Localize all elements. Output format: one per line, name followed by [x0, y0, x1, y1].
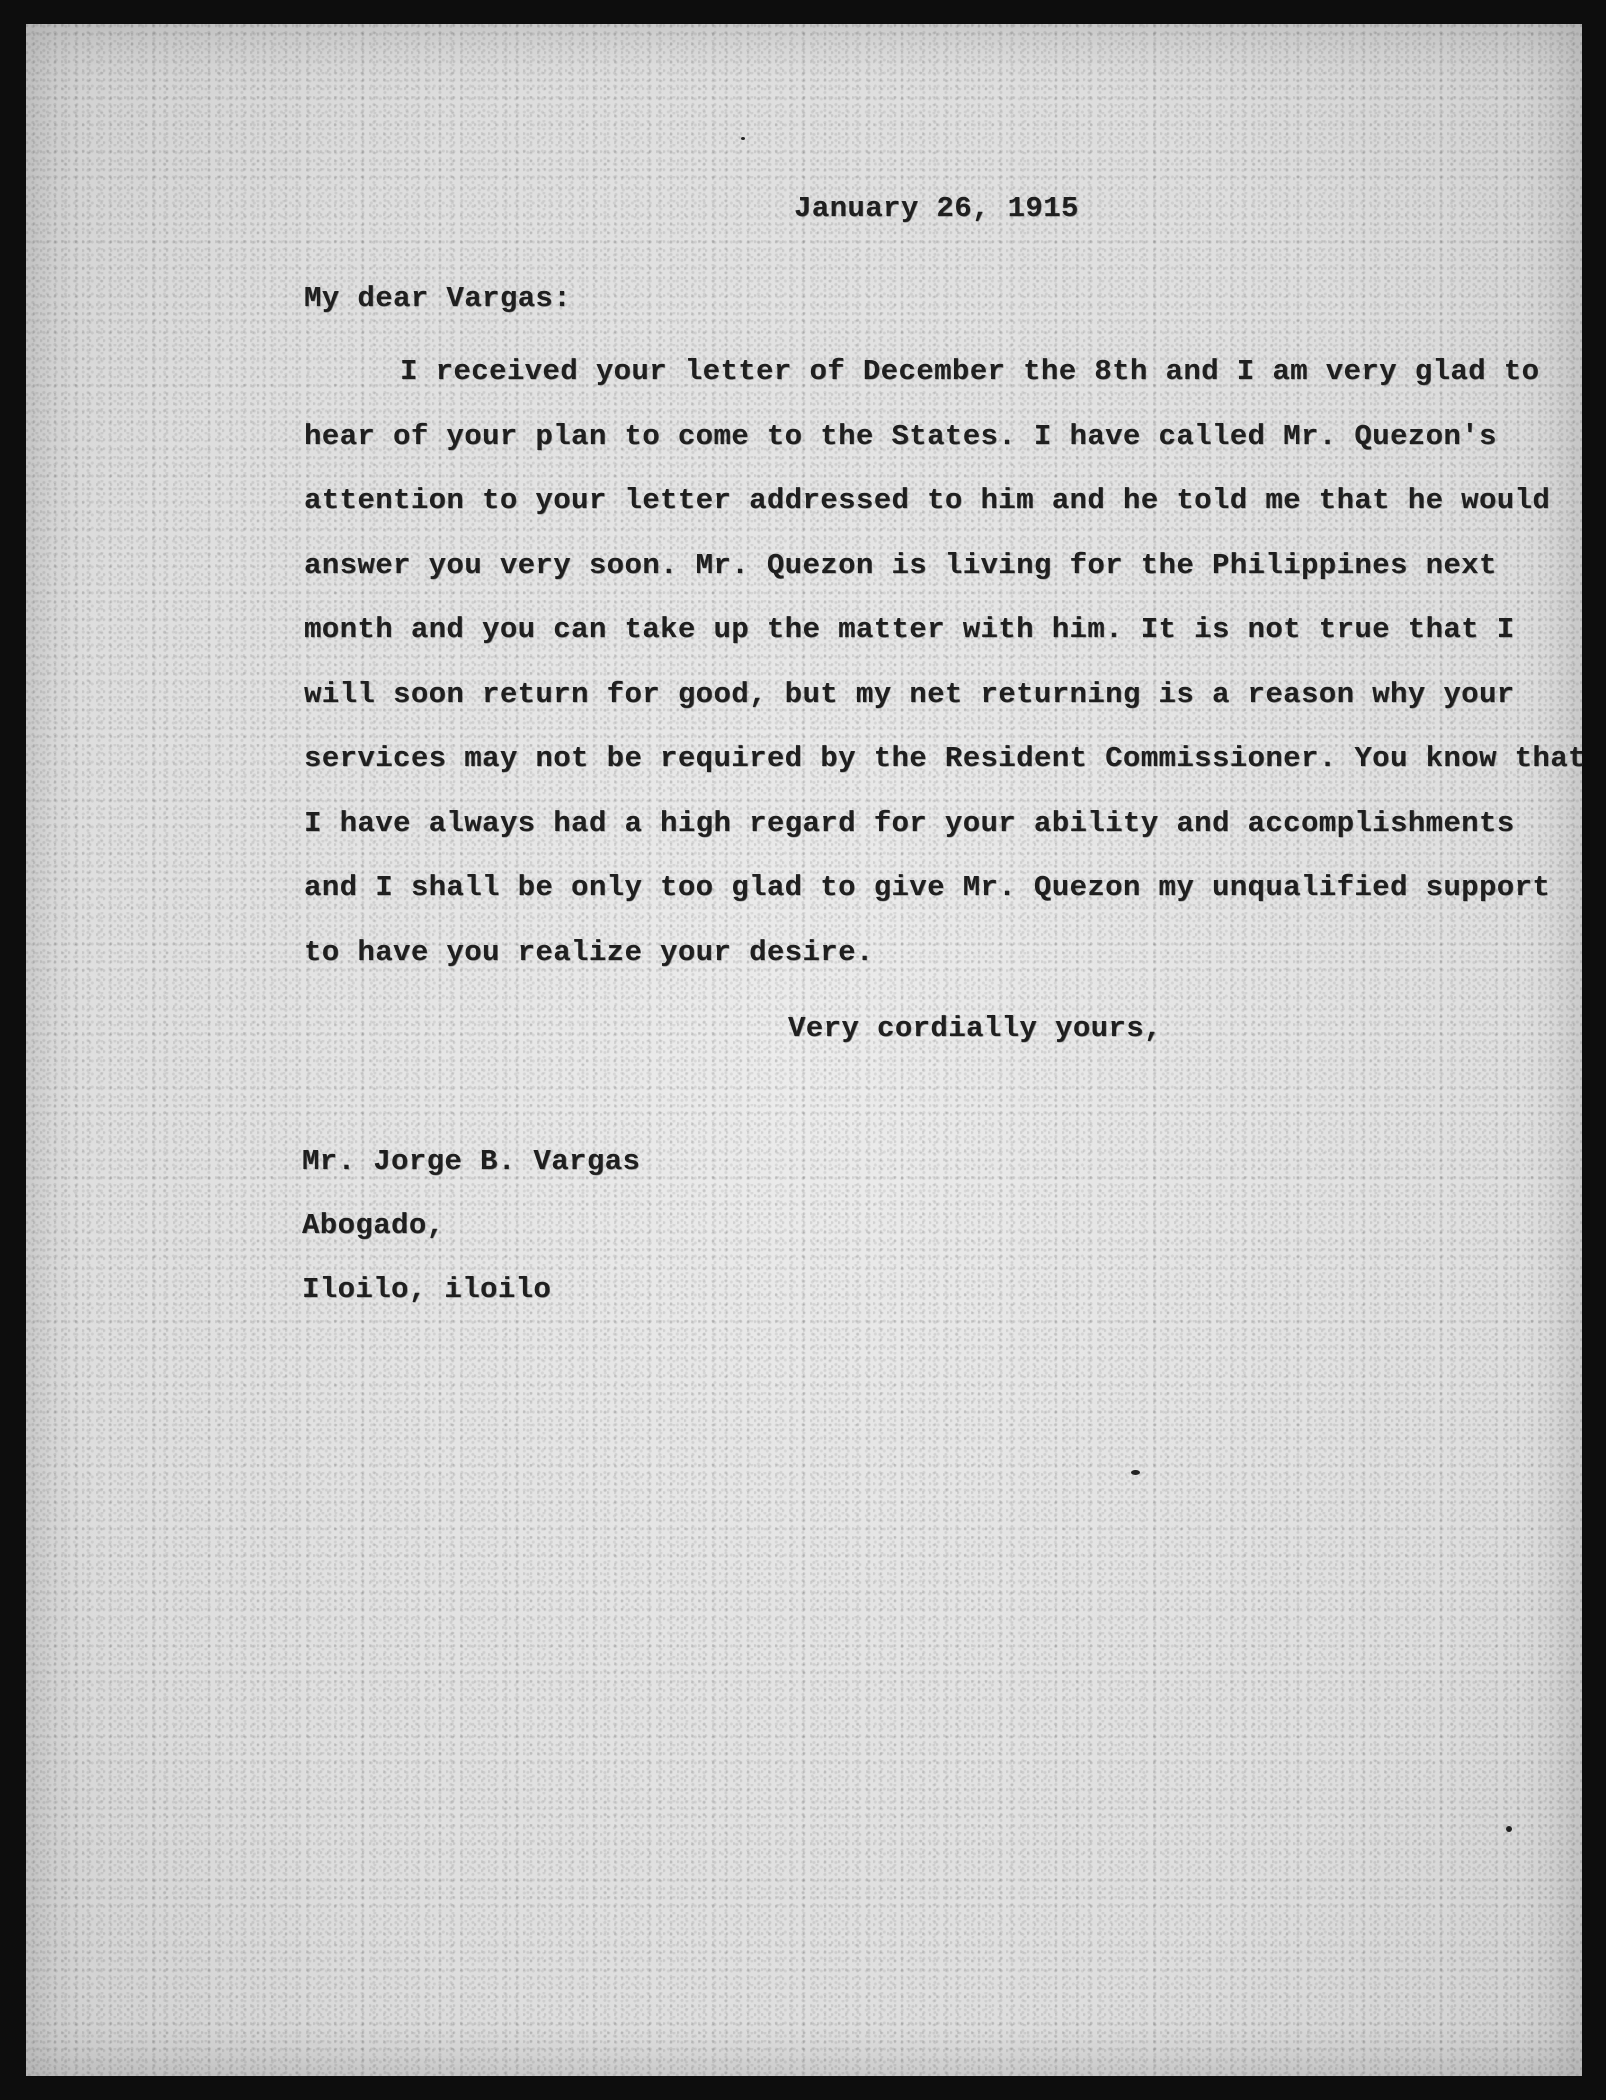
letter-date: January 26, 1915	[794, 192, 1079, 225]
letter-page	[26, 24, 1582, 2076]
body-line: I received your letter of December the 8th and I am very glad to	[400, 355, 1540, 388]
recipient-title: Abogado,	[302, 1209, 445, 1242]
recipient-location: Iloilo, iloilo	[302, 1273, 552, 1306]
ink-speck	[1506, 1826, 1512, 1832]
letter-body	[304, 347, 1586, 992]
recipient-name: Mr. Jorge B. Vargas	[302, 1145, 641, 1178]
ink-speck	[741, 137, 745, 140]
body-line: will soon return for good, but my net returning is a reason why your	[304, 677, 1515, 711]
body-line: attention to your letter addressed to him and he told me that he would	[304, 484, 1551, 517]
body-line: month and you can take up the matter with him. It is not true that I	[304, 613, 1515, 646]
body-line: answer you very soon. Mr. Quezon is living for the Philippines next	[304, 548, 1497, 582]
body-line: hear of your plan to come to the States. I have called Mr. Quezon's	[304, 419, 1497, 453]
body-line: to have you realize your desire.	[304, 935, 874, 969]
body-line: I have always had a high regard for your ability and accomplishments	[304, 806, 1515, 840]
recipient-address	[302, 1137, 640, 1329]
salutation: My dear Vargas:	[304, 282, 572, 315]
complimentary-close: Very cordially yours,	[788, 1012, 1162, 1045]
body-line: services may not be required by the Resident Commissioner. You know that	[304, 742, 1586, 775]
body-line: and I shall be only too glad to give Mr. Quezon my unqualified support	[304, 871, 1551, 904]
ink-speck	[1131, 1470, 1140, 1475]
